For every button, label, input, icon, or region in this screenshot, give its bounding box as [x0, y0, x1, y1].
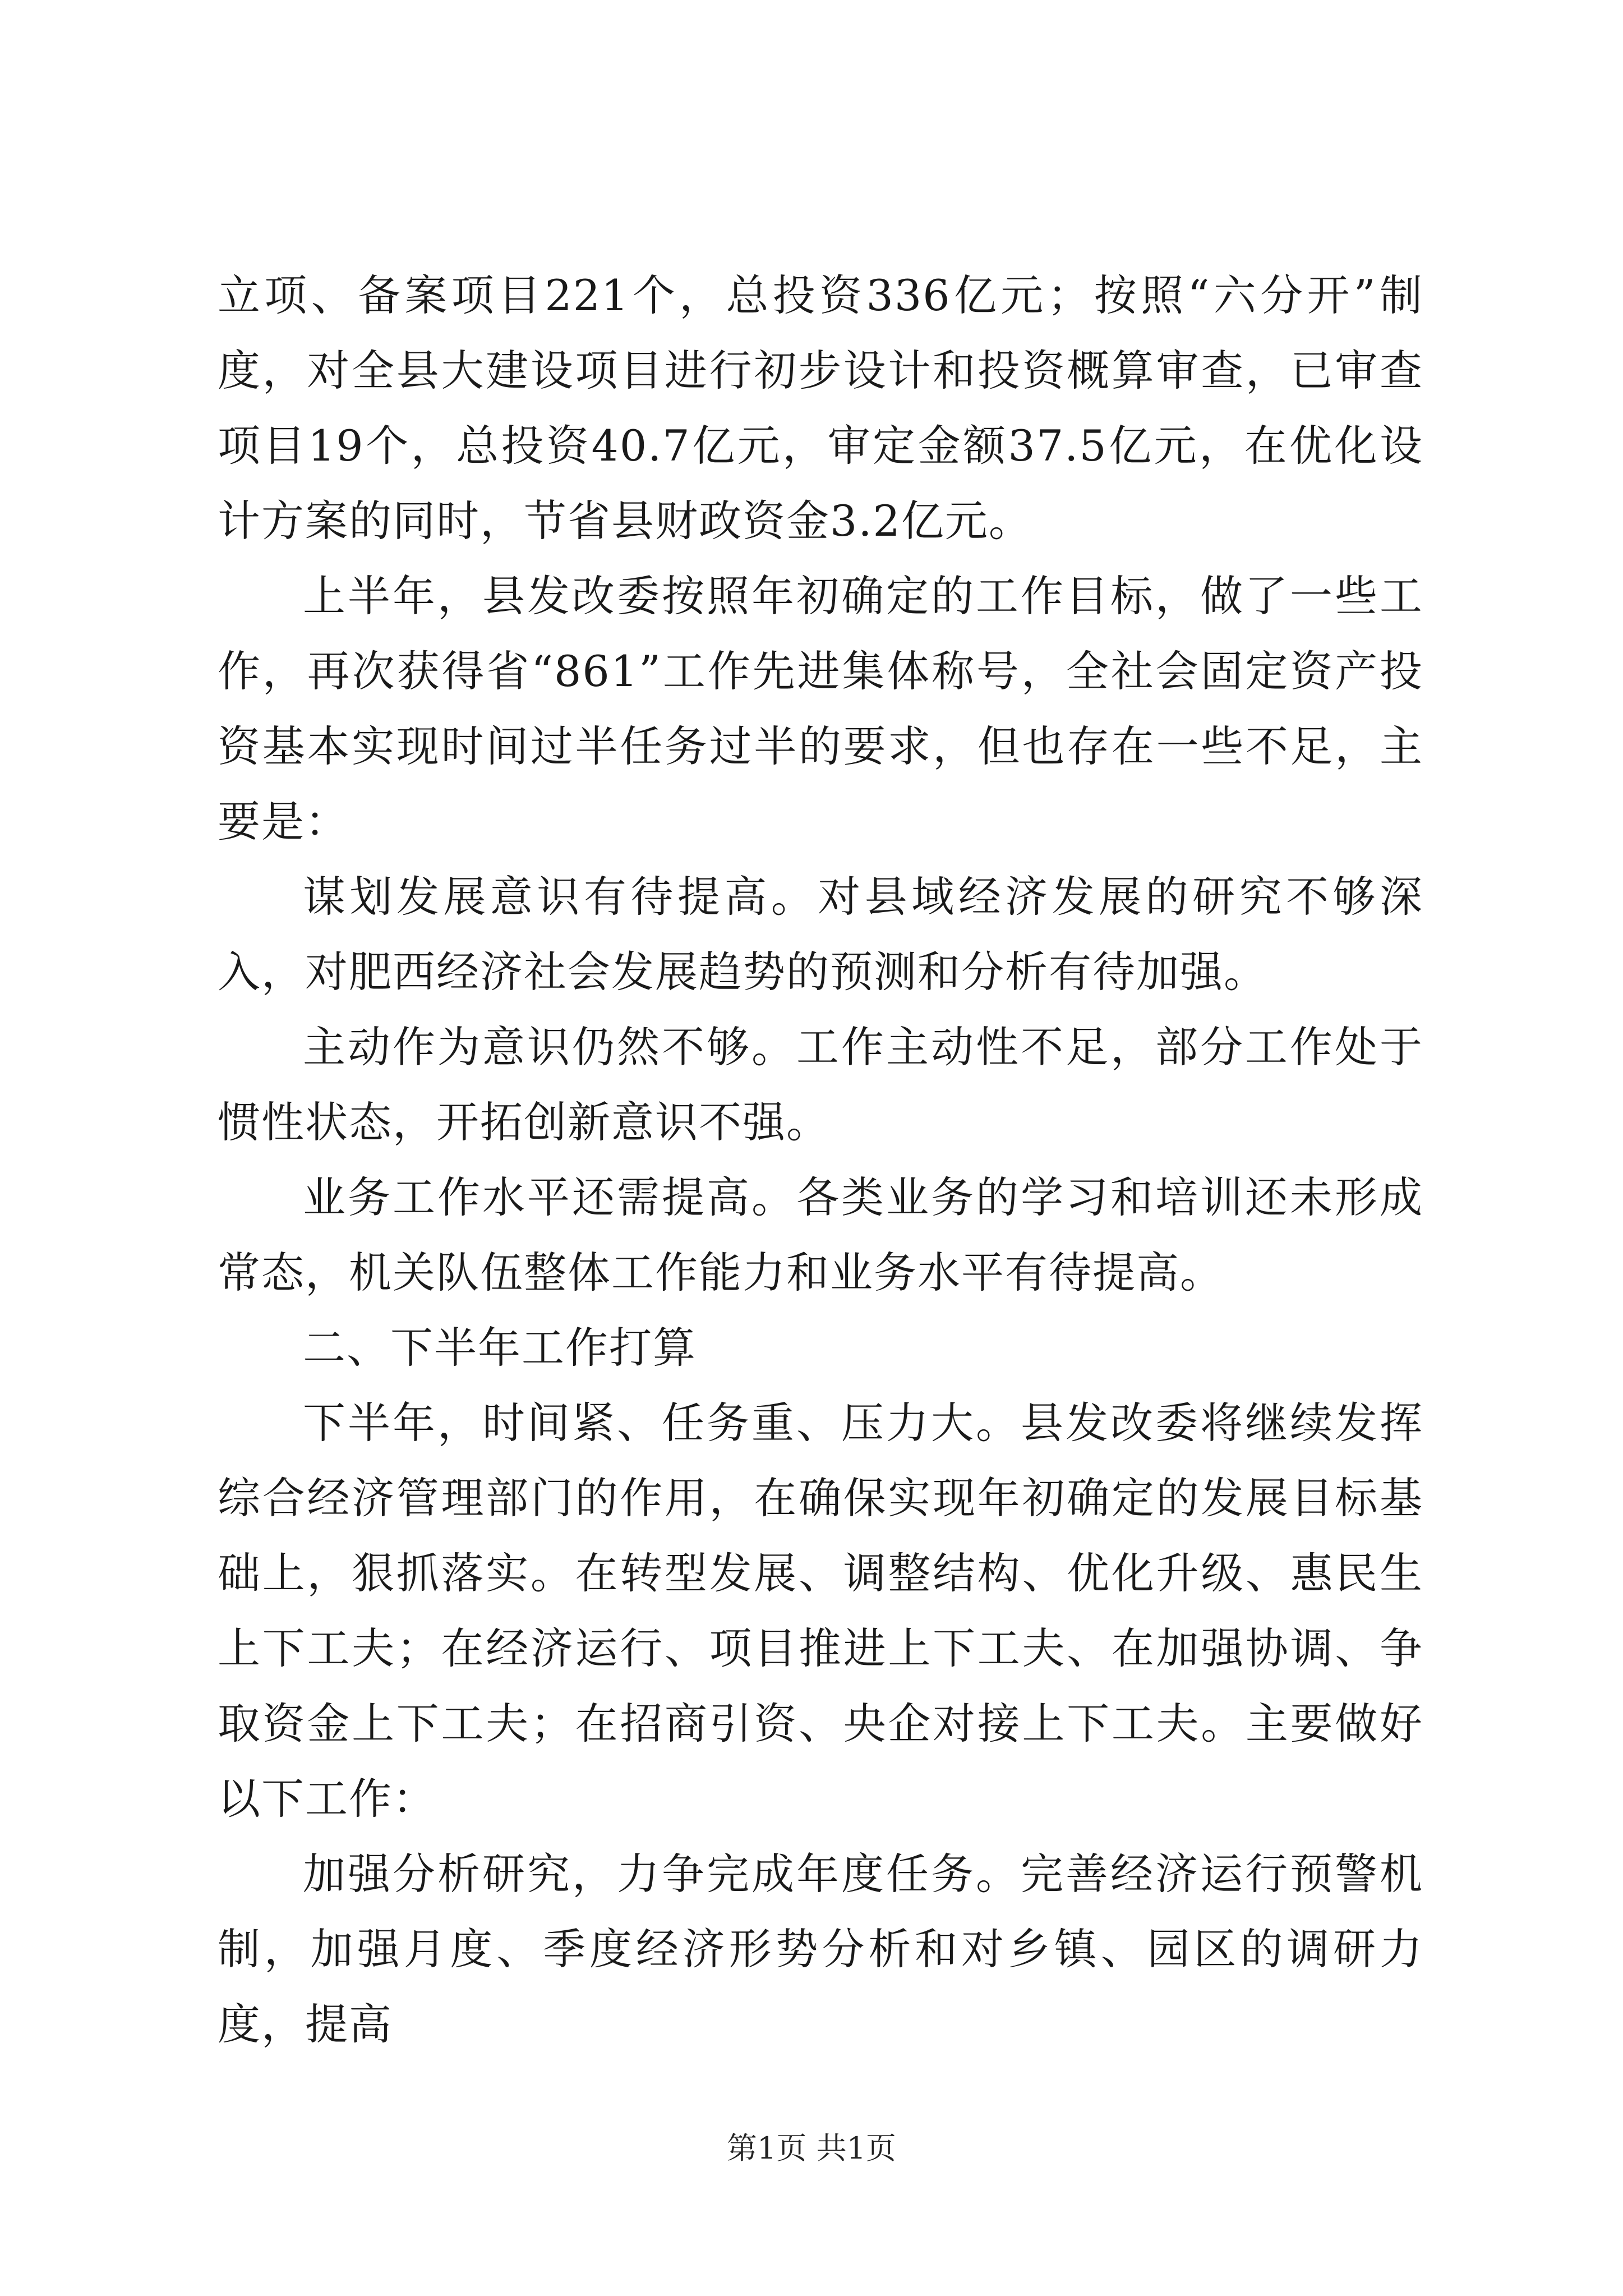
paragraph-half-year-summary: 上半年，县发改委按照年初确定的工作目标，做了一些工作，再次获得省“861”工作先进集体称号，全社会固定资产投资基本实现时间过半任务过半的要求，但也存在一些不足，主要是：	[218, 571, 1423, 846]
paragraph-continuation: 立项、备案项目221个，总投资336亿元；按照“六分开”制度，对全县大建设项目进行初步设计和投资概算审查，已审查项目19个，总投资40.7亿元，审定金额37.5亿元，在优化设计方案的同时，节省县财政资金3.2亿元。	[218, 270, 1423, 546]
paragraph-shortcoming-skills: 业务工作水平还需提高。各类业务的学习和培训还未形成常态，机关队伍整体工作能力和业务水平有待提高。	[218, 1172, 1423, 1297]
section-heading-second-half-plan: 二、下半年工作打算	[303, 1323, 697, 1373]
document-body	[218, 258, 1423, 2062]
paragraph-second-half-overview: 下半年，时间紧、任务重、压力大。县发改委将继续发挥综合经济管理部门的作用，在确保实现年初确定的发展目标基础上，狠抓落实。在转型发展、调整结构、优化升级、惠民生上下工夫；在经济运行、项目推进上下工夫、在加强协调、争取资金上下工夫；在招商引资、央企对接上下工夫。主要做好以下工作：	[218, 1398, 1423, 1824]
paragraph-shortcoming-planning: 谋划发展意识有待提高。对县域经济发展的研究不够深入，对肥西经济社会发展趋势的预测和分析有待加强。	[218, 872, 1423, 997]
paragraph-analysis-research: 加强分析研究，力争完成年度任务。完善经济运行预警机制，加强月度、季度经济形势分析和对乡镇、园区的调研力度，提高	[218, 1849, 1423, 2049]
page-number-footer: 第1页 共1页	[727, 2131, 896, 2166]
paragraph-shortcoming-initiative: 主动作为意识仍然不够。工作主动性不足，部分工作处于惯性状态，开拓创新意识不强。	[218, 1022, 1423, 1147]
